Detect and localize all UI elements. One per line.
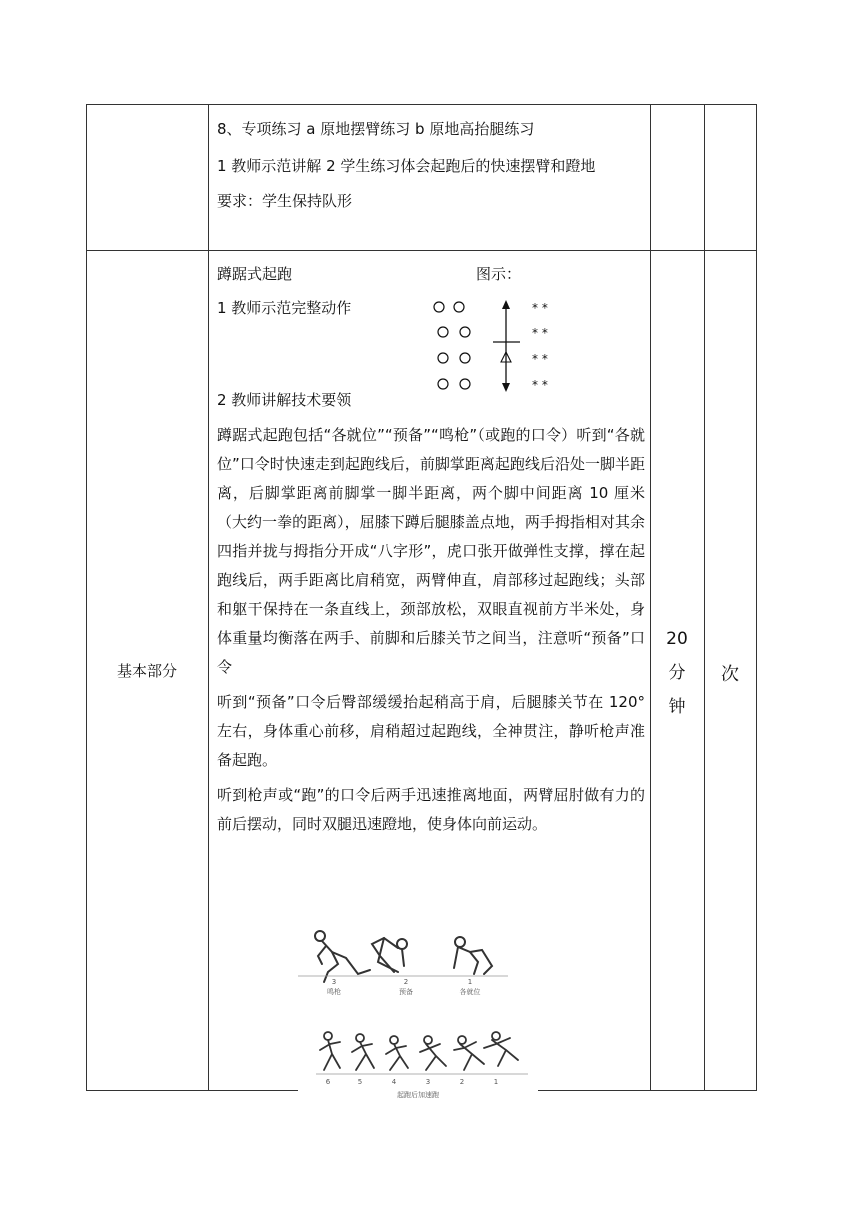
time-value: 20 [666, 629, 688, 649]
paragraph-stance: 蹲踞式起跑包括“各就位”“预备”“鸣枪”（或跑的口令）听到“各就位”口令时快速走到起跑线后，前脚掌距离起跑线后沿处一脚半距离，后脚掌距离前脚掌一脚半距离，两个脚中间距离 10 厘米（大约一拳的距离），屈膝下蹲后腿膝盖点地，两手拇指相对其余四指并拢与拇指分开成“八字形”，虎口张开做弹性支撑，撑在起跑线后，两手距离比肩稍宽，两臂伸直，肩部移过起跑线；头部和躯干保持在一条直线上，颈部放松，双眼直视前方半米处，身体重量均衡落在两手、前脚和后膝关节之间当，注意听“预备”口令 [217, 426, 645, 676]
time-unit-2: 钟 [668, 697, 686, 717]
main-heading: 蹲踞式起跑 [217, 265, 293, 283]
svg-text:* *: * * [532, 301, 548, 315]
diagram-label: 图示： [476, 265, 522, 283]
count-unit: 次 [721, 664, 739, 685]
figure2-number-1: 1 [493, 1078, 499, 1086]
requirement-line: 要求：学生保持队形 [217, 192, 353, 210]
figure1-number-2: 2 [403, 978, 409, 986]
time-cell [650, 622, 704, 724]
formation-diagram [430, 296, 570, 396]
start-stance-figure [298, 922, 538, 1002]
svg-text:* *: * * [532, 378, 548, 392]
svg-text:* *: * * [532, 352, 548, 366]
figure2-caption: 起跑后加速跑 [397, 1091, 439, 1099]
paragraph-ready: 听到“预备”口令后臀部缓缓抬起稍高于肩，后腿膝关节在 120° 左右，身体重心前移，肩稍超过起跑线，全神贯注，静听枪声准备起跑。 [217, 693, 645, 769]
section-label: 基本部分 [116, 662, 177, 680]
figure2-number-6: 6 [325, 1078, 331, 1086]
figure2-number-5: 5 [357, 1078, 363, 1086]
figure1-caption-3: 鸣枪 [327, 988, 341, 996]
figure1-number-1: 1 [467, 978, 473, 986]
teaching-line: 1 教师示范讲解 2 学生练习体会起跑后的快速摆臂和蹬地 [217, 157, 596, 175]
paragraph-go: 听到枪声或“跑”的口令后两手迅速推离地面，两臂屈肘做有力的前后摆动，同时双腿迅速蹬地，使身体向前运动。 [217, 786, 645, 833]
figure1-number-3: 3 [331, 978, 337, 986]
practice-line: 8、专项练习 a 原地摆臂练习 b 原地高抬腿练习 [217, 120, 535, 138]
figure1-caption-1: 各就位 [459, 988, 481, 996]
technique-text [217, 421, 645, 839]
acceleration-figure [298, 1020, 538, 1104]
svg-text:* *: * * [532, 326, 548, 340]
step-one: 1 教师示范完整动作 [217, 299, 352, 317]
figure2-number-3: 3 [425, 1078, 431, 1086]
figure1-caption-2: 预备 [399, 988, 413, 996]
step-two: 2 教师讲解技术要领 [217, 391, 352, 409]
figure2-number-4: 4 [391, 1078, 397, 1086]
time-unit-1: 分 [668, 663, 686, 683]
top-cell [217, 115, 645, 216]
figure2-number-2: 2 [459, 1078, 465, 1086]
